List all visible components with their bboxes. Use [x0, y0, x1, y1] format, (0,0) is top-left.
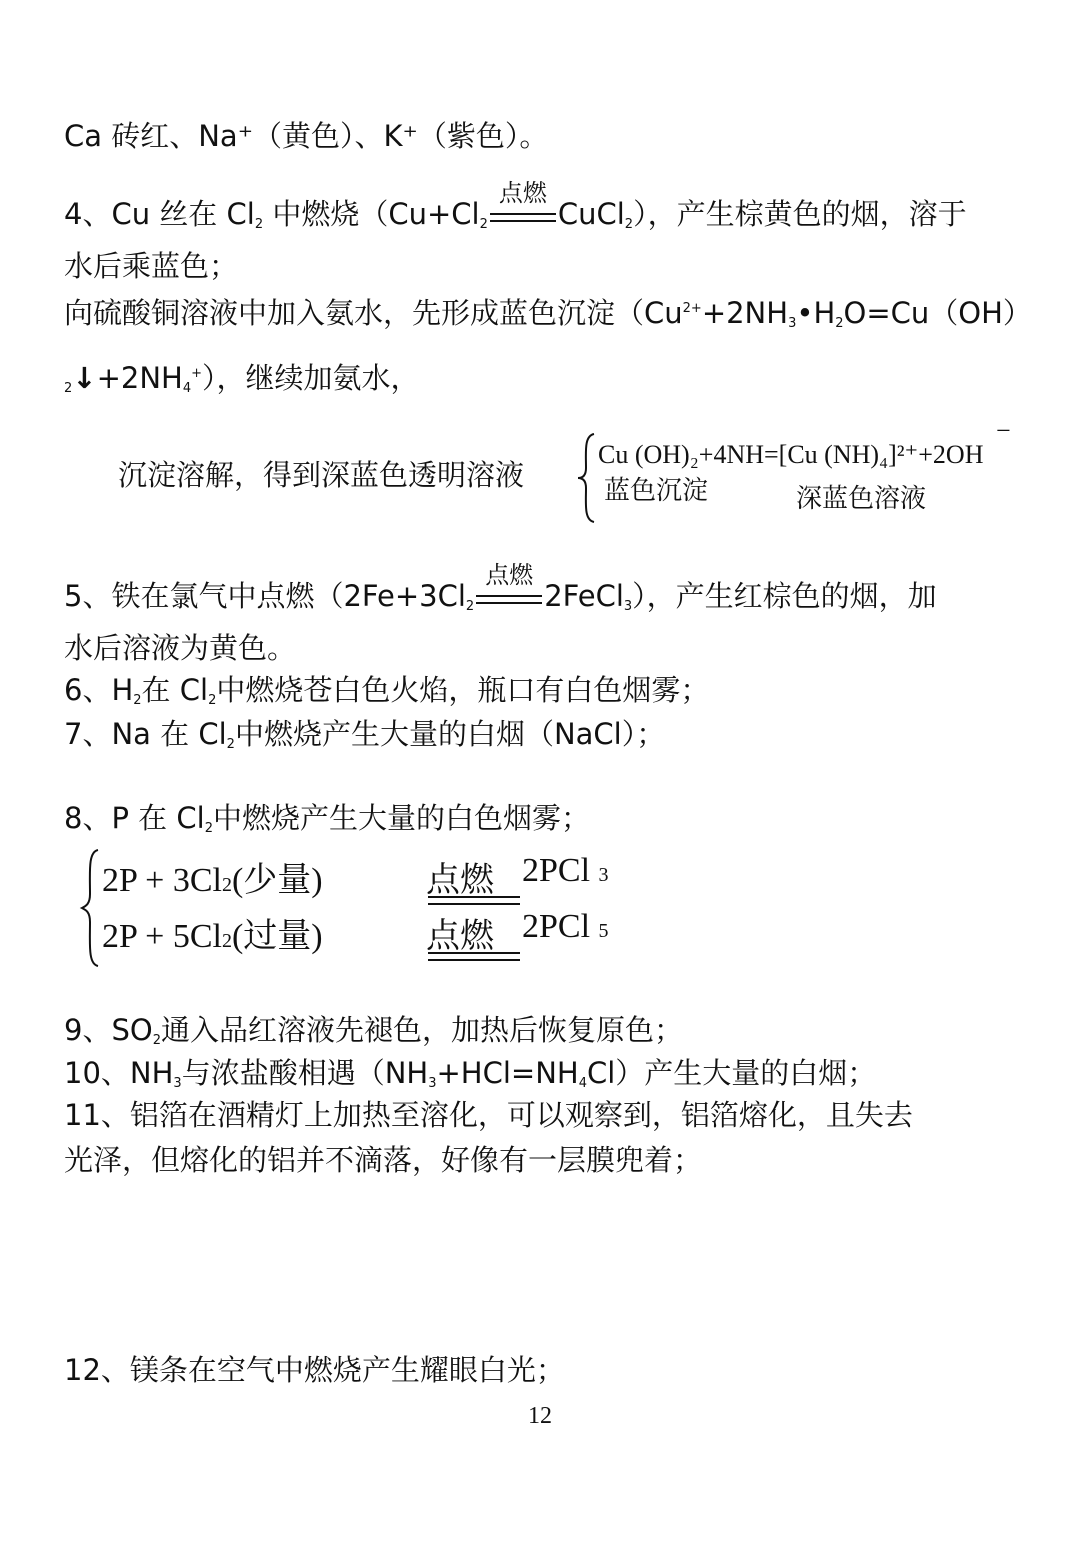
text-segment: 中燃烧产生大量的白色烟雾； — [212, 801, 590, 835]
text-segment: 2FeCl — [544, 579, 624, 613]
item-12-line: 12、镁条在空气中燃烧产生耀眼白光； — [64, 1353, 565, 1387]
condition-ignite-1: 点燃 — [426, 862, 494, 899]
subscript: 2 — [133, 693, 142, 708]
condition-label: 点燃 — [498, 181, 547, 207]
text-segment: 中燃烧（Cu+Cl — [272, 197, 480, 231]
text-segment: ），产生棕黄色的烟，溶于 — [633, 197, 967, 231]
equation-text: Cu (OH)₂+4NH=[Cu (NH)₄]²⁺+2OH — [598, 440, 984, 469]
text-segment: 9、SO — [64, 1013, 153, 1047]
subscript: 2 — [221, 930, 232, 952]
reaction-condition-ignite — [474, 563, 544, 616]
subscript: 3 — [598, 864, 609, 886]
subscript: 2 — [152, 1033, 161, 1048]
subscript: 2 — [465, 599, 475, 614]
minus-sign: − — [996, 416, 1011, 445]
ammonia-line-2 — [64, 356, 420, 407]
text-segment: ），继续加氨水， — [202, 361, 420, 395]
item-10-line — [64, 1055, 876, 1102]
item-11-line-2: 光泽，但熔化的铝并不滴落，好像有一层膜兜着； — [64, 1143, 703, 1177]
condition-small-amount: (少量) — [231, 862, 323, 899]
condition-label: 点燃 — [485, 563, 534, 589]
subscript: 4 — [578, 1076, 587, 1091]
text-segment: 5、铁在氯气中点燃（2Fe+3Cl — [64, 579, 466, 613]
subscript: 2 — [624, 217, 634, 232]
dissolve-line: 沉淀溶解，得到深蓝色透明溶液 — [118, 458, 525, 492]
double-equals-sign — [428, 896, 520, 905]
text-segment: 6、H — [64, 673, 134, 707]
subscript: 2 — [208, 693, 217, 708]
text-segment: 中燃烧苍白色火焰，瓶口有白色烟雾； — [216, 673, 710, 707]
product-pcl5 — [522, 908, 609, 946]
text-segment: ），产生红棕色的烟，加 — [632, 579, 937, 613]
text-segment: 与浓盐酸相遇（NH — [181, 1056, 429, 1090]
subscript: 3 — [428, 1076, 437, 1091]
text-segment: 7、Na 在 Cl — [64, 717, 227, 751]
subscript: 3 — [173, 1076, 182, 1091]
item-7-line — [64, 716, 665, 763]
text-segment: 10、NH — [64, 1056, 174, 1090]
text-segment: 向硫酸铜溶液中加入氨水，先形成蓝色沉淀（Cu — [64, 296, 683, 330]
subscript: 2 — [254, 217, 264, 232]
subscript: 4 — [182, 381, 192, 396]
double-equals-sign — [428, 952, 520, 961]
equation-left: 2P + 5Cl — [102, 918, 222, 955]
item-4-line — [64, 181, 967, 243]
subscript: 2 — [226, 737, 235, 752]
text-segment: CuCl — [557, 197, 625, 231]
double-equals-sign — [476, 595, 542, 604]
product-text: 2PCl — [522, 908, 591, 945]
text-segment: O=Cu（OH） — [843, 296, 1032, 330]
text-segment: 在 Cl — [141, 673, 209, 707]
item-6-line — [64, 672, 709, 719]
item-11-line-1: 11、铝箔在酒精灯上加热至溶化，可以观察到，铝箔熔化，且失去 — [64, 1098, 913, 1132]
double-equals-sign — [490, 213, 556, 222]
subscript: 5 — [598, 920, 609, 942]
superscript: 2+ — [682, 301, 702, 316]
item-9-line — [64, 1012, 683, 1059]
condition-ignite-2: 点燃 — [426, 918, 494, 955]
note-deep-blue-solution: 深蓝色溶液 — [796, 484, 927, 513]
subscript: 2 — [479, 217, 488, 232]
text-line-yellow-solution: 水后溶液为黄色。 — [64, 631, 297, 665]
equation-left: 2P + 3Cl — [102, 862, 222, 899]
text-segment: +2NH — [96, 361, 183, 395]
item-8-line — [64, 800, 590, 847]
ammonia-line-1 — [64, 291, 1032, 342]
subscript: 3 — [623, 599, 633, 614]
product-text: 2PCl — [522, 852, 591, 889]
text-segment: Cl）产生大量的白烟； — [586, 1056, 877, 1090]
subscript: 2 — [221, 874, 232, 896]
item-5-line — [64, 563, 937, 625]
text-line-blue-solution: 水后乘蓝色； — [64, 249, 239, 283]
phosphorus-equation-1 — [102, 852, 323, 901]
note-blue-precipitate: 蓝色沉淀 — [604, 476, 709, 505]
subscript: 2 — [64, 381, 73, 396]
text-segment: 4、Cu 丝在 Cl — [64, 197, 255, 231]
down-arrow-icon: ↓ — [72, 361, 97, 395]
subscript: 2 — [204, 821, 213, 836]
text-segment: 中燃烧产生大量的白烟（NaCl）； — [234, 717, 666, 751]
copper-ammine-equation — [598, 440, 983, 470]
text-segment: 通入品红溶液先褪色，加热后恢复原色； — [160, 1013, 683, 1047]
text-segment: •H — [796, 296, 836, 330]
subscript: 3 — [788, 316, 797, 331]
condition-excess: (过量) — [231, 918, 323, 955]
page-number: 12 — [528, 1403, 552, 1429]
reaction-condition-ignite — [488, 181, 558, 234]
phosphorus-equation-2 — [102, 908, 323, 957]
text-segment: +HCl=NH — [436, 1056, 579, 1090]
superscript: + — [191, 366, 203, 381]
subscript: 2 — [835, 316, 844, 331]
left-brace-icon — [78, 848, 104, 968]
product-pcl3 — [522, 852, 609, 890]
text-segment: 8、P 在 Cl — [64, 801, 205, 835]
text-line-flame-colors: Ca 砖红、Na⁺（黄色）、K⁺（紫色）。 — [64, 119, 549, 153]
text-segment: +2NH — [701, 296, 789, 330]
